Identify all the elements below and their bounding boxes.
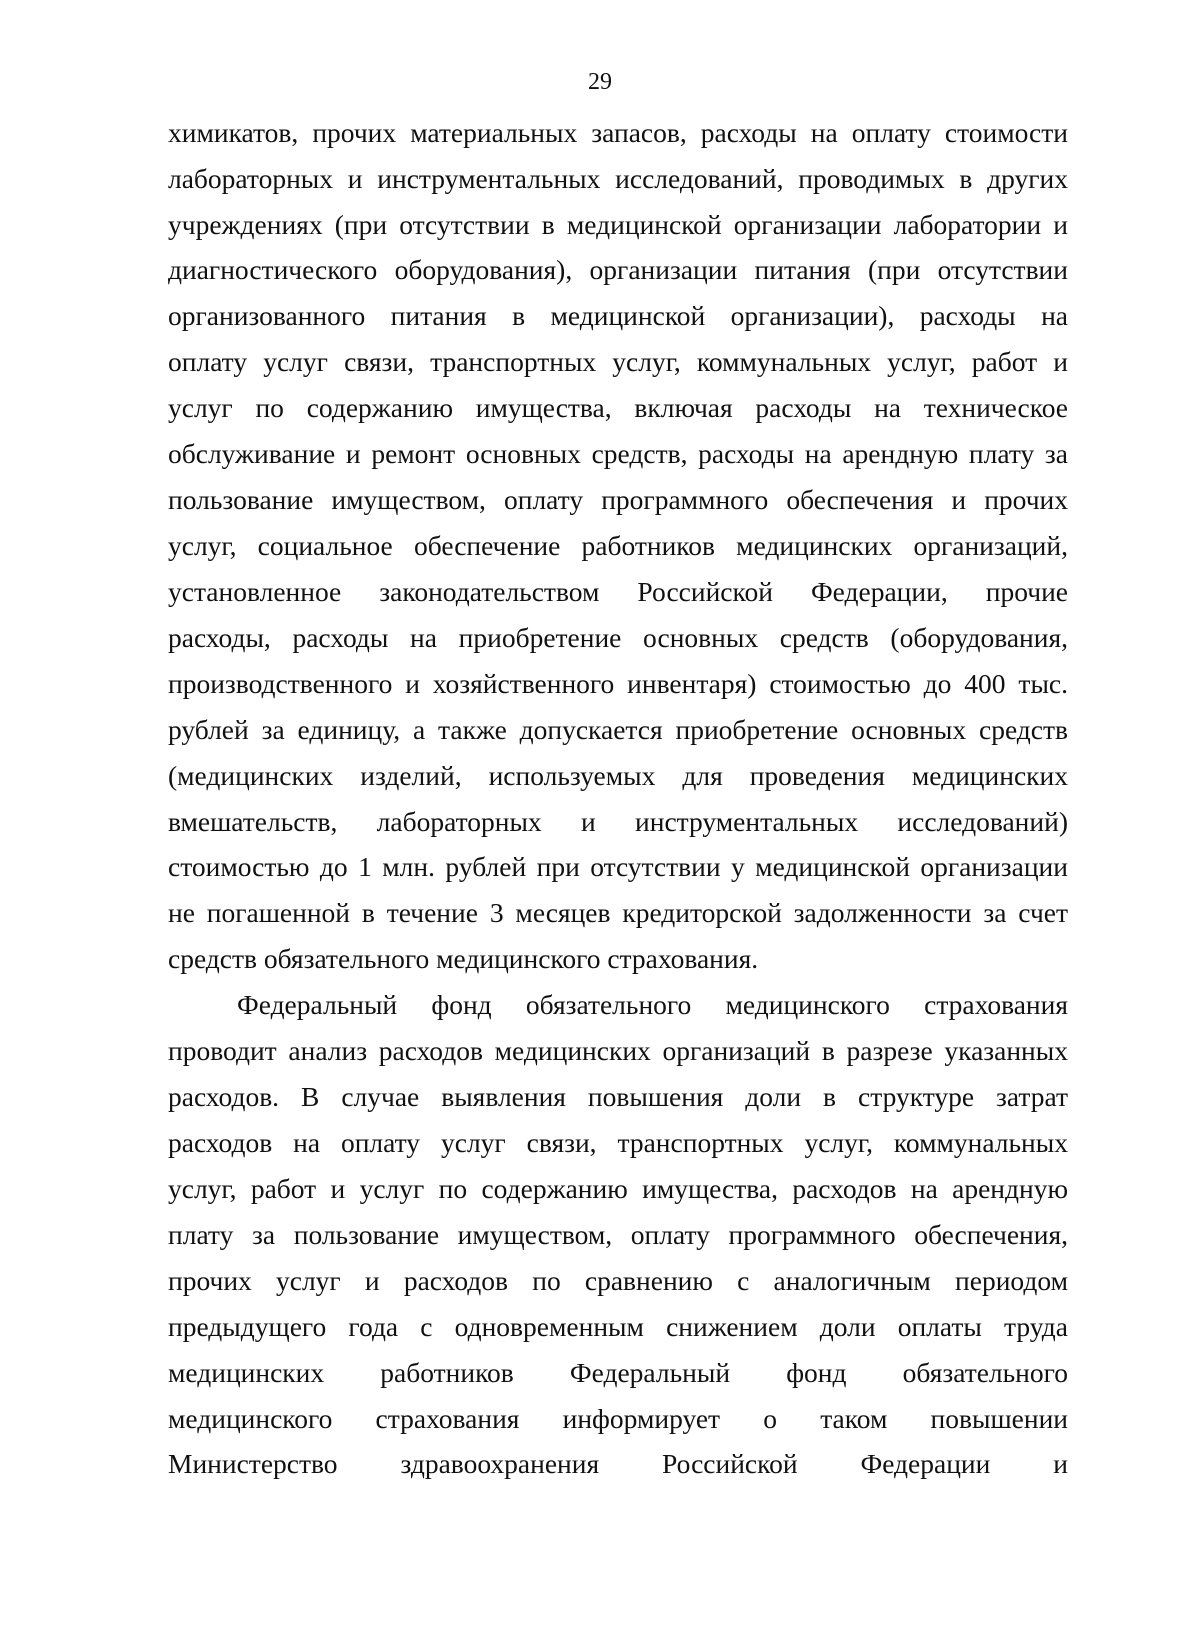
text-line: оплату услуг связи, транспортных услуг, коммунальных услуг, работ и	[168, 346, 1068, 377]
text-line: рублей за единицу, а также допускается приобретение основных средств	[168, 714, 1068, 745]
text-line: (медицинских изделий, используемых для проведения медицинских	[168, 760, 1068, 791]
text-line: проводит анализ расходов медицинских организаций в разрезе указанных	[168, 1035, 1068, 1066]
text-line: диагностического оборудования), организации питания (при отсутствии	[168, 254, 1068, 285]
text-line: вмешательств, лабораторных и инструментальных исследований)	[168, 806, 1068, 837]
text-line: организованного питания в медицинской организации), расходы на	[168, 300, 1068, 331]
text-line: услуг по содержанию имущества, включая расходы на техническое	[168, 392, 1068, 423]
text-line: расходов. В случае выявления повышения доли в структуре затрат	[168, 1081, 1068, 1112]
text-line: средств обязательного медицинского страхования.	[168, 943, 759, 974]
text-line: учреждениях (при отсутствии в медицинской организации лаборатории и	[168, 209, 1068, 240]
text-line: услуг, социальное обеспечение работников медицинских организаций,	[168, 530, 1068, 561]
text-line: медицинского страхования информирует о таком повышении	[168, 1403, 1068, 1434]
text-line: Федеральный фонд обязательного медицинского страхования	[237, 989, 1068, 1020]
text-line: расходов на оплату услуг связи, транспортных услуг, коммунальных	[168, 1127, 1068, 1158]
text-line: плату за пользование имуществом, оплату программного обеспечения,	[168, 1219, 1068, 1250]
text-line: химикатов, прочих материальных запасов, расходы на оплату стоимости	[168, 117, 1068, 148]
text-line: обслуживание и ремонт основных средств, расходы на арендную плату за	[168, 438, 1068, 469]
text-line: Министерство здравоохранения Российской Федерации и	[168, 1448, 1068, 1479]
text-line: прочих услуг и расходов по сравнению с аналогичным периодом	[168, 1265, 1068, 1296]
text-line: установленное законодательством Российской Федерации, прочие	[168, 576, 1068, 607]
text-line: не погашенной в течение 3 месяцев кредиторской задолженности за счет	[168, 897, 1068, 928]
text-line: расходы, расходы на приобретение основных средств (оборудования,	[168, 622, 1068, 653]
text-line: стоимостью до 1 млн. рублей при отсутствии у медицинской организации	[168, 851, 1068, 882]
text-line: медицинских работников Федеральный фонд обязательного	[168, 1357, 1068, 1388]
text-line: пользование имуществом, оплату программного обеспечения и прочих	[168, 484, 1068, 515]
page-number: 29	[588, 69, 612, 95]
text-line: услуг, работ и услуг по содержанию имущества, расходов на арендную	[168, 1173, 1068, 1204]
text-line: производственного и хозяйственного инвентаря) стоимостью до 400 тыс.	[168, 668, 1068, 699]
text-line: предыдущего года с одновременным снижением доли оплаты труда	[168, 1311, 1068, 1342]
text-line: лабораторных и инструментальных исследований, проводимых в других	[168, 163, 1068, 194]
